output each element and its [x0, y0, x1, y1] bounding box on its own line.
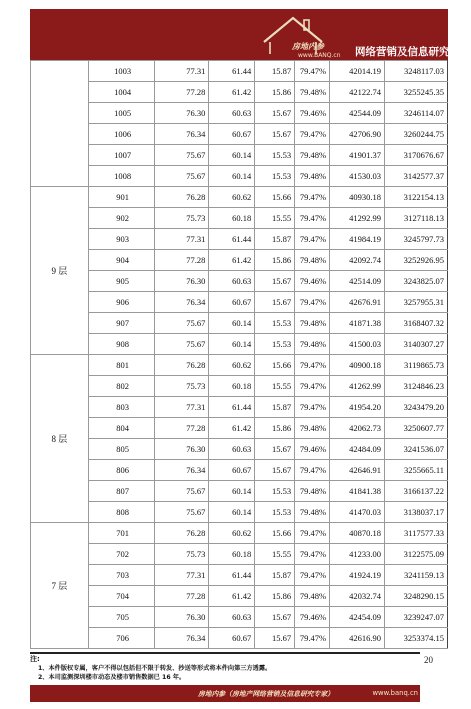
table-cell: 40930.18	[330, 187, 385, 208]
table-cell: 3239247.07	[385, 607, 448, 628]
table-cell: 79.47%	[295, 544, 330, 565]
table-row	[31, 565, 448, 586]
table-cell: 3260244.75	[385, 124, 448, 145]
unit-number-cell: 801	[88, 355, 154, 376]
brand-website: www.BANQ.cn	[298, 52, 341, 59]
table-cell: 60.63	[209, 103, 255, 124]
table-cell: 3166137.22	[385, 481, 448, 502]
table-cell: 60.63	[209, 607, 255, 628]
table-cell: 79.47%	[295, 187, 330, 208]
unit-price-table	[30, 60, 448, 649]
table-cell: 15.67	[255, 103, 295, 124]
table-row	[31, 82, 448, 103]
table-cell: 3117577.33	[385, 523, 448, 544]
unit-number-cell: 904	[88, 250, 154, 271]
table-row	[31, 355, 448, 376]
unit-price-table-body	[31, 61, 448, 649]
table-cell: 15.53	[255, 334, 295, 355]
table-cell: 41500.03	[330, 334, 385, 355]
table-cell: 76.30	[154, 103, 209, 124]
table-row	[31, 376, 448, 397]
unit-number-cell: 902	[88, 208, 154, 229]
unit-number-cell: 704	[88, 586, 154, 607]
page-number: 20	[424, 655, 433, 665]
table-cell: 60.67	[209, 124, 255, 145]
unit-number-cell: 803	[88, 397, 154, 418]
table-cell: 15.67	[255, 607, 295, 628]
table-cell: 3168407.32	[385, 313, 448, 334]
table-cell: 41841.38	[330, 481, 385, 502]
table-cell: 61.44	[209, 61, 255, 82]
table-cell: 79.47%	[295, 292, 330, 313]
table-cell: 79.47%	[295, 397, 330, 418]
table-cell: 41984.19	[330, 229, 385, 250]
table-cell: 79.47%	[295, 460, 330, 481]
table-row	[31, 292, 448, 313]
table-cell: 79.48%	[295, 166, 330, 187]
table-cell: 15.86	[255, 250, 295, 271]
table-cell: 60.14	[209, 166, 255, 187]
footer-banner-website: www.banq.cn	[372, 689, 418, 697]
table-cell: 42616.90	[330, 628, 385, 649]
table-cell: 77.31	[154, 565, 209, 586]
table-cell: 3124846.23	[385, 376, 448, 397]
table-row	[31, 103, 448, 124]
table-cell: 15.86	[255, 586, 295, 607]
table-cell: 79.47%	[295, 628, 330, 649]
table-cell: 42706.90	[330, 124, 385, 145]
table-row	[31, 481, 448, 502]
unit-number-cell: 903	[88, 229, 154, 250]
table-cell: 3253374.15	[385, 628, 448, 649]
table-cell: 79.46%	[295, 271, 330, 292]
unit-number-cell: 1006	[88, 124, 154, 145]
table-cell: 3246114.07	[385, 103, 448, 124]
table-row	[31, 460, 448, 481]
table-cell: 15.66	[255, 523, 295, 544]
unit-number-cell: 905	[88, 271, 154, 292]
table-cell: 3241536.07	[385, 439, 448, 460]
table-cell: 41292.99	[330, 208, 385, 229]
table-cell: 61.44	[209, 229, 255, 250]
table-row	[31, 61, 448, 82]
table-cell: 76.28	[154, 187, 209, 208]
table-cell: 15.67	[255, 292, 295, 313]
table-cell: 42062.73	[330, 418, 385, 439]
table-cell: 75.67	[154, 334, 209, 355]
table-row	[31, 124, 448, 145]
table-cell: 60.67	[209, 292, 255, 313]
table-cell: 15.53	[255, 145, 295, 166]
table-cell: 15.53	[255, 313, 295, 334]
table-cell: 60.18	[209, 208, 255, 229]
floor-label-cell	[31, 61, 89, 187]
unit-number-cell: 1004	[88, 82, 154, 103]
unit-number-cell: 1005	[88, 103, 154, 124]
floor-label-cell: 9 层	[31, 187, 89, 355]
table-cell: 77.31	[154, 61, 209, 82]
table-cell: 60.14	[209, 481, 255, 502]
brand-name: 房地内参	[292, 41, 324, 51]
table-cell: 79.46%	[295, 607, 330, 628]
table-cell: 15.86	[255, 82, 295, 103]
table-row	[31, 502, 448, 523]
table-cell: 76.34	[154, 460, 209, 481]
table-cell: 42454.09	[330, 607, 385, 628]
notes-label: 注:	[30, 655, 40, 663]
unit-number-cell: 807	[88, 481, 154, 502]
table-row	[31, 586, 448, 607]
table-cell: 60.62	[209, 523, 255, 544]
table-cell: 41954.20	[330, 397, 385, 418]
table-cell: 79.47%	[295, 523, 330, 544]
table-cell: 79.48%	[295, 502, 330, 523]
table-cell: 79.48%	[295, 145, 330, 166]
table-row	[31, 166, 448, 187]
table-cell: 75.73	[154, 376, 209, 397]
table-cell: 75.67	[154, 145, 209, 166]
table-cell: 42646.91	[330, 460, 385, 481]
table-cell: 3250607.77	[385, 418, 448, 439]
table-cell: 3241159.13	[385, 565, 448, 586]
floor-label-cell: 7 层	[31, 523, 89, 649]
footer-banner-text: 房地内参（房地产网络营销及信息研究专家）	[198, 690, 334, 698]
unit-number-cell: 702	[88, 544, 154, 565]
table-row	[31, 418, 448, 439]
table-cell: 77.31	[154, 229, 209, 250]
table-cell: 3119865.73	[385, 355, 448, 376]
table-cell: 75.67	[154, 502, 209, 523]
table-cell: 76.34	[154, 628, 209, 649]
table-cell: 15.55	[255, 208, 295, 229]
table-cell: 3138037.17	[385, 502, 448, 523]
table-row	[31, 229, 448, 250]
table-cell: 75.67	[154, 481, 209, 502]
table-cell: 15.67	[255, 124, 295, 145]
table-cell: 3255245.35	[385, 82, 448, 103]
table-cell: 75.73	[154, 544, 209, 565]
table-cell: 3170676.67	[385, 145, 448, 166]
table-cell: 3248290.15	[385, 586, 448, 607]
table-row	[31, 313, 448, 334]
unit-number-cell: 703	[88, 565, 154, 586]
table-cell: 61.42	[209, 586, 255, 607]
table-cell: 79.48%	[295, 250, 330, 271]
table-cell: 15.55	[255, 544, 295, 565]
table-cell: 77.28	[154, 586, 209, 607]
table-cell: 75.67	[154, 166, 209, 187]
footer-notes	[30, 655, 420, 682]
unit-number-cell: 808	[88, 502, 154, 523]
table-row	[31, 145, 448, 166]
unit-number-cell: 1003	[88, 61, 154, 82]
table-cell: 60.62	[209, 355, 255, 376]
unit-number-cell: 802	[88, 376, 154, 397]
unit-number-cell: 805	[88, 439, 154, 460]
table-cell: 79.47%	[295, 355, 330, 376]
table-cell: 15.66	[255, 355, 295, 376]
note-item: 2、本司监测深圳楼市动态及楼市销售数据已 16 年。	[38, 674, 186, 681]
table-cell: 42014.19	[330, 61, 385, 82]
table-cell: 75.67	[154, 313, 209, 334]
table-row	[31, 439, 448, 460]
footer-divider	[30, 652, 420, 654]
table-cell: 3122575.09	[385, 544, 448, 565]
table-cell: 15.67	[255, 271, 295, 292]
table-cell: 79.47%	[295, 376, 330, 397]
table-cell: 42544.09	[330, 103, 385, 124]
table-row	[31, 523, 448, 544]
unit-number-cell: 806	[88, 460, 154, 481]
table-row	[31, 208, 448, 229]
table-row	[31, 628, 448, 649]
table-cell: 15.55	[255, 376, 295, 397]
table-row	[31, 607, 448, 628]
table-cell: 79.47%	[295, 229, 330, 250]
table-cell: 15.67	[255, 460, 295, 481]
footer-banner	[30, 685, 420, 702]
table-cell: 42092.74	[330, 250, 385, 271]
table-cell: 79.47%	[295, 124, 330, 145]
table-cell: 42032.74	[330, 586, 385, 607]
table-cell: 3243479.20	[385, 397, 448, 418]
table-cell: 60.14	[209, 145, 255, 166]
table-cell: 76.28	[154, 523, 209, 544]
table-cell: 60.14	[209, 502, 255, 523]
table-cell: 60.67	[209, 628, 255, 649]
table-cell: 3142577.37	[385, 166, 448, 187]
table-cell: 3122154.13	[385, 187, 448, 208]
table-row	[31, 250, 448, 271]
unit-number-cell: 804	[88, 418, 154, 439]
table-cell: 41901.37	[330, 145, 385, 166]
table-cell: 76.34	[154, 292, 209, 313]
table-cell: 77.28	[154, 82, 209, 103]
floor-label-cell: 8 层	[31, 355, 89, 523]
table-cell: 79.47%	[295, 565, 330, 586]
table-cell: 60.14	[209, 313, 255, 334]
table-cell: 79.46%	[295, 439, 330, 460]
table-row	[31, 187, 448, 208]
table-cell: 15.67	[255, 439, 295, 460]
unit-number-cell: 908	[88, 334, 154, 355]
table-cell: 3127118.13	[385, 208, 448, 229]
table-cell: 60.18	[209, 544, 255, 565]
table-cell: 3243825.07	[385, 271, 448, 292]
table-cell: 15.87	[255, 61, 295, 82]
table-cell: 15.86	[255, 418, 295, 439]
table-cell: 15.87	[255, 397, 295, 418]
table-cell: 3257955.31	[385, 292, 448, 313]
table-cell: 79.48%	[295, 481, 330, 502]
table-cell: 41924.19	[330, 565, 385, 586]
table-cell: 40900.18	[330, 355, 385, 376]
table-cell: 77.28	[154, 418, 209, 439]
table-cell: 15.66	[255, 187, 295, 208]
table-cell: 42514.09	[330, 271, 385, 292]
table-cell: 79.48%	[295, 586, 330, 607]
table-cell: 61.42	[209, 250, 255, 271]
table-row	[31, 271, 448, 292]
table-cell: 60.18	[209, 376, 255, 397]
table-row	[31, 397, 448, 418]
unit-number-cell: 906	[88, 292, 154, 313]
table-cell: 76.30	[154, 607, 209, 628]
table-cell: 41262.99	[330, 376, 385, 397]
table-cell: 60.62	[209, 187, 255, 208]
table-cell: 40870.18	[330, 523, 385, 544]
table-cell: 3255665.11	[385, 460, 448, 481]
table-cell: 60.63	[209, 439, 255, 460]
table-cell: 79.48%	[295, 334, 330, 355]
table-cell: 77.28	[154, 250, 209, 271]
table-cell: 15.87	[255, 565, 295, 586]
table-row	[31, 334, 448, 355]
table-cell: 75.73	[154, 208, 209, 229]
table-cell: 60.63	[209, 271, 255, 292]
unit-number-cell: 706	[88, 628, 154, 649]
table-cell: 15.87	[255, 229, 295, 250]
table-cell: 42484.09	[330, 439, 385, 460]
table-cell: 41233.00	[330, 544, 385, 565]
note-item: 1、本件版权专属，客户不得以包括但不限于转发、抄送等形式将本件向第三方透露。	[38, 665, 272, 672]
table-cell: 79.47%	[295, 61, 330, 82]
header-title: 网络营销及信息研究专家	[355, 46, 471, 58]
table-cell: 3248117.03	[385, 61, 448, 82]
table-cell: 15.53	[255, 166, 295, 187]
table-cell: 76.28	[154, 355, 209, 376]
table-cell: 3245797.73	[385, 229, 448, 250]
table-cell: 77.31	[154, 397, 209, 418]
table-cell: 60.67	[209, 460, 255, 481]
table-cell: 79.48%	[295, 82, 330, 103]
table-cell: 76.30	[154, 271, 209, 292]
table-cell: 79.46%	[295, 103, 330, 124]
page-header-banner	[30, 9, 471, 60]
unit-number-cell: 907	[88, 313, 154, 334]
table-cell: 41871.38	[330, 313, 385, 334]
table-cell: 3140307.27	[385, 334, 448, 355]
table-cell: 79.48%	[295, 418, 330, 439]
table-cell: 61.42	[209, 418, 255, 439]
table-cell: 61.44	[209, 397, 255, 418]
table-cell: 76.34	[154, 124, 209, 145]
table-cell: 15.53	[255, 481, 295, 502]
table-cell: 3252926.95	[385, 250, 448, 271]
table-cell: 61.44	[209, 565, 255, 586]
table-cell: 15.53	[255, 502, 295, 523]
table-cell: 60.14	[209, 334, 255, 355]
table-cell: 42122.74	[330, 82, 385, 103]
table-cell: 41470.03	[330, 502, 385, 523]
table-cell: 79.48%	[295, 313, 330, 334]
table-cell: 41530.03	[330, 166, 385, 187]
table-cell: 79.47%	[295, 208, 330, 229]
unit-number-cell: 701	[88, 523, 154, 544]
unit-number-cell: 901	[88, 187, 154, 208]
unit-number-cell: 1007	[88, 145, 154, 166]
table-row	[31, 544, 448, 565]
table-cell: 76.30	[154, 439, 209, 460]
table-cell: 15.67	[255, 628, 295, 649]
table-cell: 61.42	[209, 82, 255, 103]
unit-number-cell: 705	[88, 607, 154, 628]
unit-number-cell: 1008	[88, 166, 154, 187]
table-cell: 42676.91	[330, 292, 385, 313]
